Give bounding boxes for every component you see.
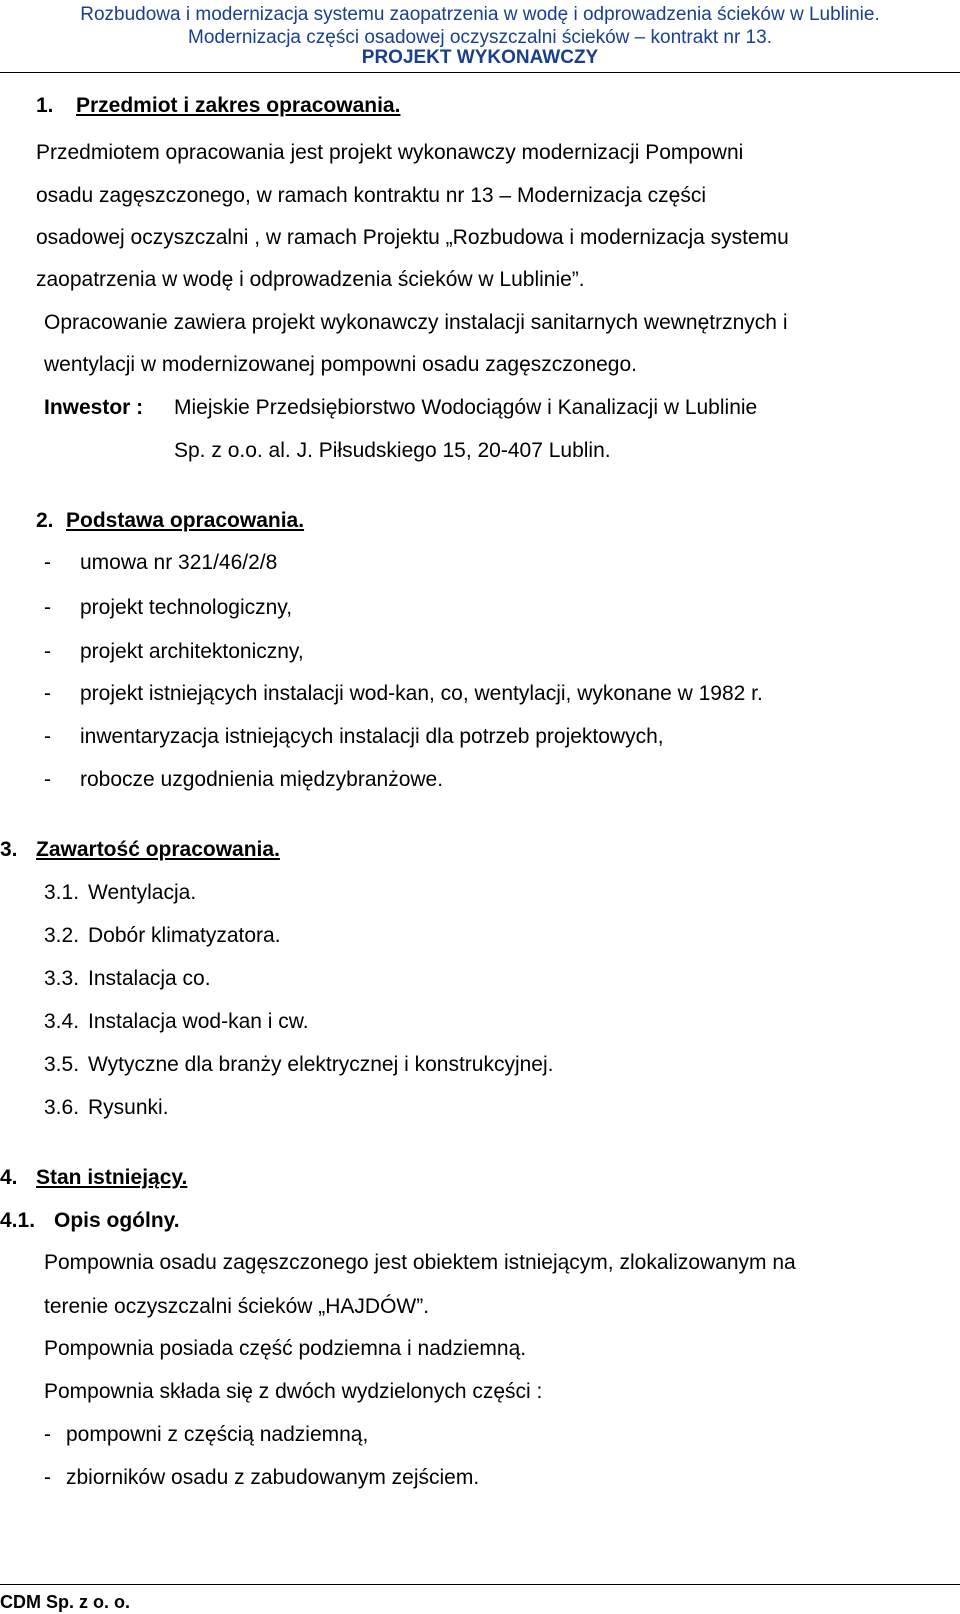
section-4-number: 4.: [0, 1166, 18, 1189]
list-dash: -: [44, 551, 51, 574]
section-1-paragraph-line: zaopatrzenia w wodę i odprowadzenia ścieków w Lublinie”.: [36, 268, 585, 291]
section-1-scope-line: wentylacji w modernizowanej pompowni osadu zagęszczonego.: [44, 353, 637, 376]
header-project-label: PROJEKT WYKONAWCZY: [361, 47, 599, 68]
header-divider: [0, 72, 960, 73]
contents-item-number: 3.5.: [44, 1053, 80, 1076]
section-2-number: 2.: [36, 509, 54, 532]
investor-address: Sp. z o.o. al. J. Piłsudskiego 15, 20-407 Lublin.: [174, 439, 611, 462]
contents-item-label: Instalacja co.: [88, 967, 211, 990]
investor-label: Inwestor :: [44, 396, 144, 419]
basis-list-item: umowa nr 321/46/2/8: [80, 551, 278, 574]
contents-item-number: 3.6.: [44, 1096, 80, 1119]
list-dash: -: [44, 640, 51, 663]
contents-item-number: 3.4.: [44, 1010, 80, 1033]
section-2-title: Podstawa opracowania.: [66, 509, 305, 532]
basis-list-item: projekt istniejących instalacji wod-kan, co, wentylacji, wykonane w 1982 r.: [80, 682, 763, 705]
section-1-number: 1.: [36, 94, 54, 117]
footer-company: CDM Sp. z o. o.: [0, 1592, 130, 1612]
basis-list-item: robocze uzgodnienia międzybranżowe.: [80, 768, 444, 791]
contents-item-label: Wytyczne dla branży elektrycznej i konstrukcyjnej.: [88, 1053, 554, 1076]
list-dash: -: [44, 768, 51, 791]
contents-item-number: 3.3.: [44, 967, 80, 990]
subsection-4-1-title: Opis ogólny.: [54, 1209, 180, 1232]
contents-item-number: 3.2.: [44, 924, 80, 947]
parts-list-item: pompowni z częścią nadziemną,: [66, 1423, 369, 1446]
list-dash: -: [44, 596, 51, 619]
section-3-title: Zawartość opracowania.: [36, 838, 280, 861]
section-4-paragraph-line: Pompownia osadu zagęszczonego jest obiektem istniejącym, zlokalizowanym na: [44, 1251, 796, 1274]
section-1-scope-line: Opracowanie zawiera projekt wykonawczy instalacji sanitarnych wewnętrznych i: [44, 311, 788, 334]
parts-list-item: zbiorników osadu z zabudowanym zejściem.: [66, 1466, 480, 1489]
header-title-line1: Rozbudowa i modernizacja systemu zaopatrzenia w wodę i odprowadzenia ścieków w Lublinie.: [80, 4, 880, 25]
section-1-paragraph-line: osadu zagęszczonego, w ramach kontraktu nr 13 – Modernizacja części: [36, 184, 707, 207]
list-dash: -: [44, 682, 51, 705]
list-dash: -: [44, 1466, 51, 1489]
section-1-paragraph-line: osadowej oczyszczalni , w ramach Projektu „Rozbudowa i modernizacja systemu: [36, 226, 789, 249]
section-4-paragraph-line: Pompownia składa się z dwóch wydzielonych części :: [44, 1380, 543, 1403]
basis-list-item: projekt architektoniczny,: [80, 640, 304, 663]
subsection-4-1-number: 4.1.: [0, 1209, 36, 1232]
section-4-paragraph-line: Pompownia posiada część podziemna i nadziemną.: [44, 1337, 527, 1360]
contents-item-label: Dobór klimatyzatora.: [88, 924, 281, 947]
list-dash: -: [44, 1423, 51, 1446]
list-dash: -: [44, 725, 51, 748]
basis-list-item: projekt technologiczny,: [80, 596, 293, 619]
section-4-title: Stan istniejący.: [36, 1166, 188, 1189]
contents-item-number: 3.1.: [44, 881, 80, 904]
section-3-number: 3.: [0, 838, 18, 861]
investor-name: Miejskie Przedsiębiorstwo Wodociągów i Kanalizacji w Lublinie: [174, 396, 758, 419]
section-1-title: Przedmiot i zakres opracowania.: [76, 94, 401, 117]
section-1-paragraph-line: Przedmiotem opracowania jest projekt wykonawczy modernizacji Pompowni: [36, 141, 744, 164]
contents-item-label: Rysunki.: [88, 1096, 169, 1119]
contents-item-label: Instalacja wod-kan i cw.: [88, 1010, 309, 1033]
footer-divider: [0, 1584, 960, 1585]
header-title-line2: Modernizacja części osadowej oczyszczalni ścieków – kontrakt nr 13.: [188, 27, 772, 48]
section-4-paragraph-line: terenie oczyszczalni ścieków „HAJDÓW”.: [44, 1295, 430, 1318]
basis-list-item: inwentaryzacja istniejących instalacji dla potrzeb projektowych,: [80, 725, 664, 748]
contents-item-label: Wentylacja.: [88, 881, 197, 904]
